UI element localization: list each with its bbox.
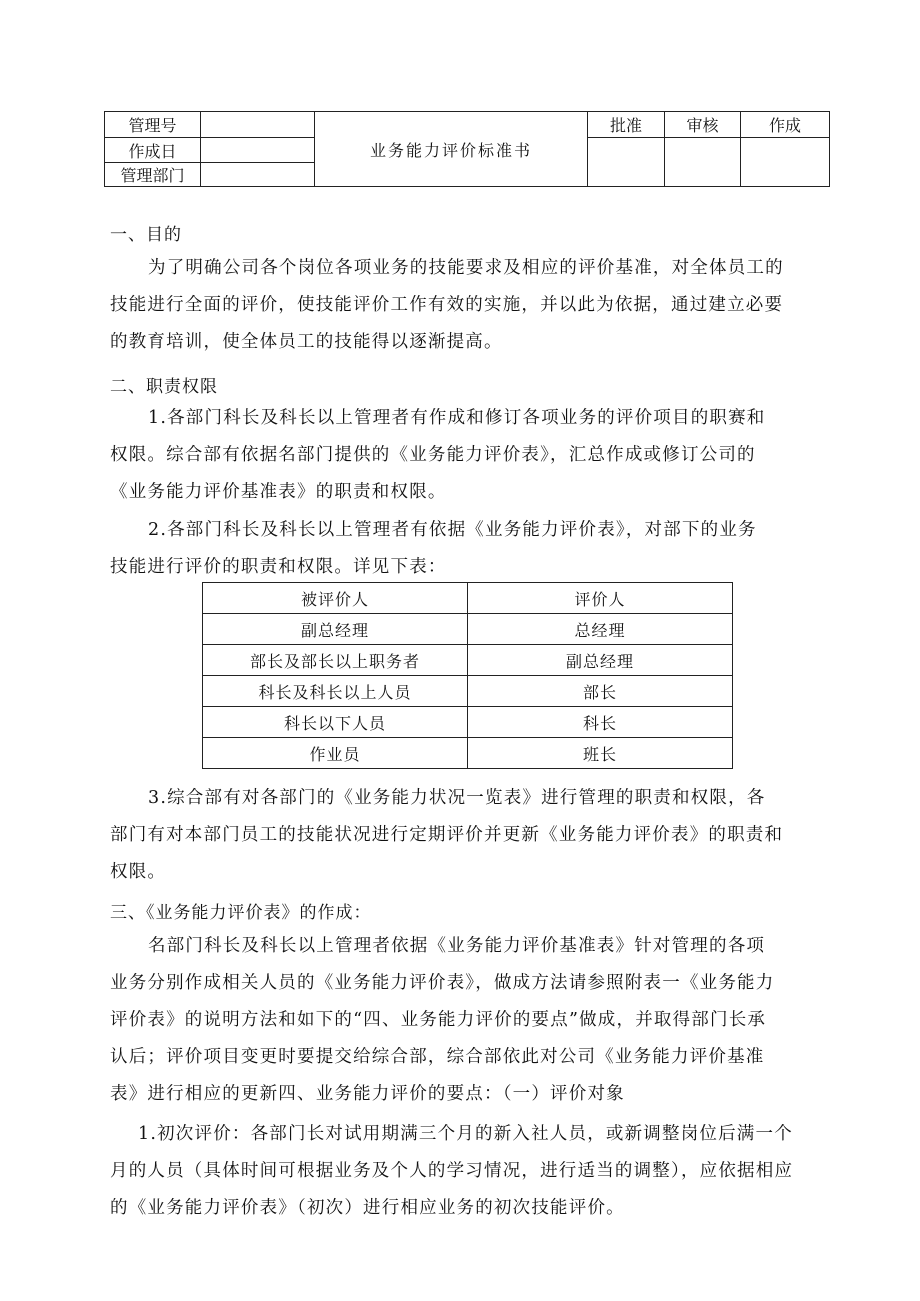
label-management-dept: 管理部门 — [105, 163, 201, 187]
signoff-approve: 批准 — [588, 112, 665, 138]
review-signature-cell — [665, 138, 741, 187]
table-row — [203, 738, 733, 769]
duties-item-2 — [110, 512, 757, 586]
signoff-create: 作成 — [741, 112, 830, 138]
text-line: 1.各部门科长及科长以上管理者有作成和修订各项业务的评价项目的职赛和 — [148, 408, 766, 428]
duties-item-1 — [110, 400, 766, 511]
table-row — [203, 707, 733, 738]
label-create-date: 作成日 — [105, 138, 201, 163]
text-line: 认后；评价项目变更时要提交给综合部，综合部依此对公司《业务能力评价基准 — [110, 1047, 765, 1067]
text-line: 评价表》的说明方法和如下的“四、业务能力评价的要点”做成，并取得部门长承 — [110, 1010, 767, 1030]
value-create-date — [201, 138, 315, 163]
text-line: 的教育培训，使全体员工的技能得以逐渐提高。 — [110, 332, 503, 352]
text-line: 技能进行全面的评价，使技能评价工作有效的实施，并以此为依据，通过建立必要 — [110, 295, 784, 315]
text-line: 月的人员（具体时间可根据业务及个人的学习情况，进行适当的调整），应依据相应 — [110, 1161, 794, 1181]
text-line: 1.初次评价：各部门长对试用期满三个月的新入社人员，或新调整岗位后满一个 — [138, 1124, 793, 1144]
table-cell: 科长及科长以上人员 — [203, 676, 468, 707]
section-heading-duties: 二、职责权限 — [110, 377, 218, 397]
text-line: 部门有对本部门员工的技能状况进行定期评价并更新《业务能力评价表》的职责和 — [110, 825, 784, 845]
text-line: 技能进行评价的职责和权限。详见下表： — [110, 557, 447, 577]
form-creation-paragraph — [110, 928, 774, 1113]
signoff-review: 审核 — [665, 112, 741, 138]
table-cell: 总经理 — [468, 614, 733, 645]
approve-signature-cell — [588, 138, 665, 187]
text-line: 2.各部门科长及科长以上管理者有依据《业务能力评价表》，对部下的业务 — [148, 520, 757, 540]
duties-item-3 — [110, 780, 783, 891]
text-line: 表》进行相应的更新四、业务能力评价的要点：（一）评价对象 — [110, 1084, 625, 1104]
header-table — [104, 111, 830, 187]
section-heading-purpose: 一、目的 — [110, 225, 182, 245]
text-line: 业务分别作成相关人员的《业务能力评价表》，做成方法请参照附表一《业务能力 — [110, 973, 775, 993]
table-cell: 科长以下人员 — [203, 707, 468, 738]
text-line: 3.综合部有对各部门的《业务能力状况一览表》进行管理的职责和权限，各 — [148, 788, 766, 808]
document-title: 业务能力评价标准书 — [315, 112, 588, 187]
table-cell: 班长 — [468, 738, 733, 769]
table-cell: 部长及部长以上职务者 — [203, 645, 468, 676]
value-management-dept — [201, 163, 315, 187]
text-line: 名部门科长及科长以上管理者依据《业务能力评价基准表》针对管理的各项 — [148, 936, 766, 956]
table-cell: 作业员 — [203, 738, 468, 769]
purpose-paragraph — [110, 250, 784, 361]
initial-evaluation-paragraph — [110, 1116, 793, 1227]
table-header-row — [203, 583, 733, 614]
text-line: 权限。综合部有依据名部门提供的《业务能力评价表》，汇总作成或修订公司的 — [110, 445, 756, 465]
text-line: 的《业务能力评价表》（初次）进行相应业务的初次技能评价。 — [110, 1198, 625, 1218]
table-row — [203, 614, 733, 645]
text-line: 《业务能力评价基准表》的职责和权限。 — [110, 482, 447, 502]
table-cell: 副总经理 — [203, 614, 468, 645]
table-row — [203, 645, 733, 676]
label-management-no: 管理号 — [105, 112, 201, 138]
column-header-evaluee: 被评价人 — [203, 583, 468, 614]
evaluator-table — [202, 582, 733, 769]
table-cell: 部长 — [468, 676, 733, 707]
create-signature-cell — [741, 138, 830, 187]
section-heading-form-creation: 三、《业务能力评价表》的作成： — [110, 903, 372, 923]
column-header-evaluator: 评价人 — [468, 583, 733, 614]
text-line: 为了明确公司各个岗位各项业务的技能要求及相应的评价基准，对全体员工的 — [148, 258, 784, 278]
table-cell: 副总经理 — [468, 645, 733, 676]
table-row — [203, 676, 733, 707]
table-cell: 科长 — [468, 707, 733, 738]
value-management-no — [201, 112, 315, 138]
text-line: 权限。 — [110, 862, 167, 882]
